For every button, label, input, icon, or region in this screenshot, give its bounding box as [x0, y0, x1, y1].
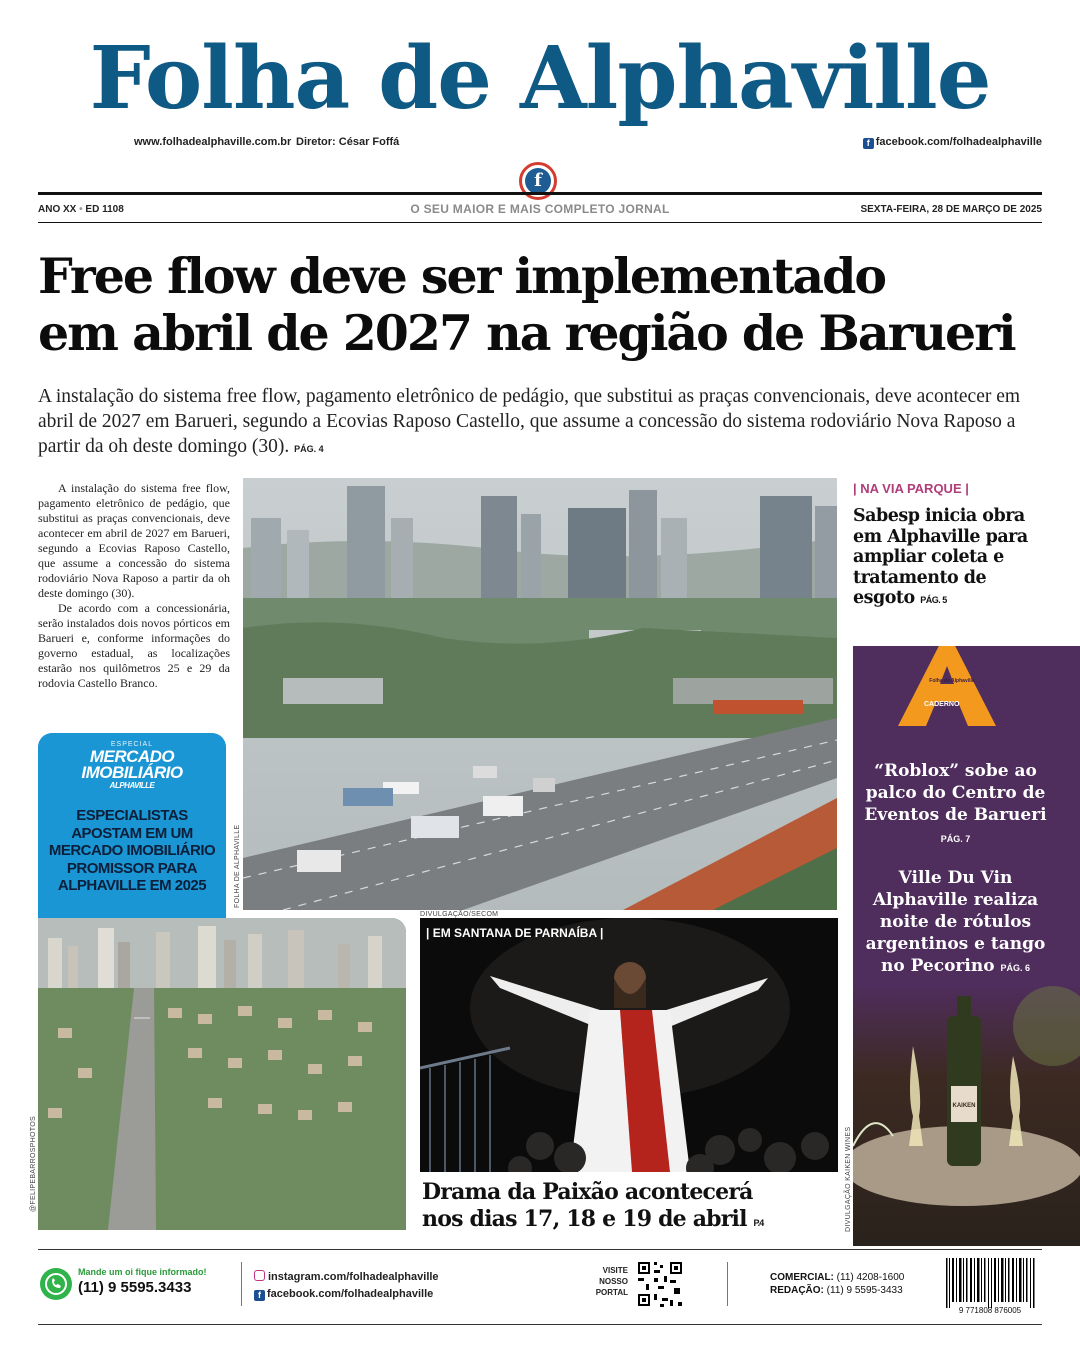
mercado-imobiliario-box[interactable] — [38, 733, 226, 923]
portal-label-1: VISITE — [602, 1266, 628, 1275]
footer-rule-top — [38, 1249, 1042, 1250]
footer-rule-bottom — [38, 1324, 1042, 1325]
lead-deck-text: A instalação do sistema free flow, pagamento eletrônico de pedágio, que substitui as praças convencionais, deve acontecer em abril de 2027 em Barueri, segundo a Ecovias Raposo Castello, que assume a concessão do sistema rodoviário Nova Raposo a partir da oh deste domingo (30). — [38, 386, 1021, 457]
lead-page-ref[interactable]: PÁG. 4 — [294, 444, 324, 454]
comercial-label: COMERCIAL: — [770, 1272, 834, 1283]
whatsapp-label: Mande um oi fique informado! — [78, 1267, 207, 1277]
mercado-title-3: ALPHAVILLE — [109, 781, 155, 790]
whatsapp-icon[interactable] — [40, 1268, 72, 1300]
mercado-title-1: MERCADO — [89, 747, 175, 766]
redacao-label: REDAÇÃO: — [770, 1285, 824, 1296]
caderno-logo — [896, 646, 998, 728]
wine-photo-credit: DIVULGAÇÃO KAIKEN WINES — [845, 1126, 852, 1232]
mercado-headline: ESPECIALISTAS APOSTAM EM UM MERCADO IMOBILIÁRIO PROMISSOR PARA ALPHAVILLE EM 2025 — [48, 807, 216, 894]
caderno-story-roblox[interactable] — [853, 760, 1058, 850]
paixao-headline[interactable] — [422, 1179, 842, 1237]
comercial-contact — [770, 1272, 904, 1283]
portal-label-2: NOSSO — [599, 1277, 628, 1286]
paixao-photo-credit: DIVULGAÇÃO/SECOM — [420, 911, 499, 918]
edition-info: ANO XX • ED 1108 — [38, 204, 124, 215]
website-link[interactable]: www.folhadealphaville.com.br — [134, 136, 292, 148]
side-headline[interactable] — [853, 506, 1043, 611]
footer-facebook-link[interactable] — [254, 1288, 433, 1301]
header-rule — [38, 192, 1042, 195]
masthead-title: Folha de Alphaville — [89, 28, 991, 129]
comercial-number[interactable]: (11) 4208-1600 — [836, 1272, 905, 1283]
facebook-icon: f — [863, 138, 874, 149]
instagram-link[interactable] — [254, 1270, 439, 1283]
folha-emblem-icon: f — [519, 162, 557, 200]
bottle-label: KAIKEN — [952, 1103, 976, 1109]
lead-body-paragraph: A instalação do sistema free flow, pagamento eletrônico de pedágio, que substitui as praças convencionais, deve acontecer em abril de 2027 em Barueri, segundo a Ecovias Raposo Castello, que assume a concessão do sistema rodoviário Nova Raposo a partir da oh deste domingo (30). — [38, 481, 230, 600]
facebook-icon: f — [254, 1290, 265, 1301]
portal-label — [590, 1265, 628, 1298]
caderno-story-2-page[interactable]: PÁG. 6 — [1000, 963, 1030, 973]
caderno-logo-small: Folha de Alphaville — [929, 678, 975, 684]
lead-headline-line-2: em abril de 2027 na região de Barueri — [38, 304, 1015, 362]
footer-divider — [727, 1262, 728, 1306]
header-rule-thin — [38, 222, 1042, 223]
city-aerial-photo[interactable] — [38, 918, 406, 1230]
caderno-label: CADERNO — [924, 701, 960, 708]
facebook-link[interactable] — [863, 136, 1042, 149]
mercado-logo — [38, 749, 226, 791]
footer-divider — [241, 1262, 242, 1306]
side-kicker: | NA VIA PARQUE | — [853, 481, 969, 496]
lead-body — [38, 481, 230, 691]
caderno-story-1-text: “Roblox” sobe ao palco do Centro de Eventos de Barueri — [864, 761, 1047, 825]
lead-headline-line-1: Free flow deve ser implementado — [38, 247, 886, 305]
paixao-photo[interactable] — [420, 918, 838, 1172]
side-headline-text: Sabesp inicia obra em Alphaville para ampliar coleta e tratamento de esgoto — [853, 506, 1028, 608]
paixao-headline-line-2: nos dias 17, 18 e 19 de abril — [422, 1206, 747, 1232]
paixao-page-ref[interactable]: P.4 — [753, 1218, 764, 1228]
paixao-headline-line-1: Drama da Paixão acontecerá — [422, 1179, 753, 1205]
instagram-text: instagram.com/folhadealphaville — [268, 1271, 439, 1283]
redacao-number[interactable]: (11) 9 5595-3433 — [826, 1285, 903, 1296]
side-page-ref[interactable]: PÁG. 5 — [920, 595, 947, 605]
highway-photo-credit: FOLHA DE ALPHAVILLE — [234, 824, 241, 908]
portal-label-3: PORTAL — [595, 1288, 628, 1297]
wine-photo — [853, 986, 1080, 1246]
mercado-title-2: IMOBILIÁRIO — [81, 763, 183, 782]
lead-deck — [38, 384, 1046, 462]
paixao-kicker: | EM SANTANA DE PARNAÍBA | — [426, 926, 604, 940]
lead-body-paragraph: De acordo com a concessionária, serão instalados dois novos pórticos em Barueri e, conforme informações do governo estadual, as localizações estarão nos quilômetros 25 e 29 da rodovia Castello Branco. — [38, 601, 230, 690]
footer-facebook-text: facebook.com/folhadealphaville — [267, 1288, 434, 1300]
caderno-story-ville-du-vin[interactable] — [853, 867, 1058, 979]
slogan: O SEU MAIOR E MAIS COMPLETO JORNAL — [410, 202, 670, 216]
lead-headline[interactable] — [38, 248, 1048, 362]
caderno-panel[interactable] — [853, 646, 1080, 1246]
city-photo-credit: @FELIPEBARROSPHOTOS — [30, 1116, 37, 1212]
mercado-special: ESPECIAL — [110, 741, 154, 748]
whatsapp-number[interactable]: (11) 9 5595.3433 — [78, 1279, 192, 1296]
barcode-icon — [944, 1258, 1036, 1320]
redacao-contact — [770, 1285, 903, 1296]
director-credit: Diretor: César Foffá — [296, 136, 400, 148]
instagram-icon — [254, 1270, 265, 1281]
caderno-story-2-text: Ville Du Vin Alphaville realiza noite de rótulos argentinos e tango no Pecorino — [865, 868, 1046, 976]
edition-number: ED 1108 — [85, 204, 124, 215]
caderno-story-1-page[interactable]: PÁG. 7 — [940, 834, 971, 844]
edition-year: ANO XX — [38, 204, 77, 215]
barcode-number: 9 771808 876005 — [958, 1306, 1022, 1315]
highway-photo[interactable] — [243, 478, 837, 910]
issue-date: SEXTA-FEIRA, 28 DE MARÇO DE 2025 — [860, 204, 1042, 215]
qr-code-icon[interactable] — [636, 1260, 684, 1308]
facebook-link-text: facebook.com/folhadealphaville — [875, 136, 1042, 148]
